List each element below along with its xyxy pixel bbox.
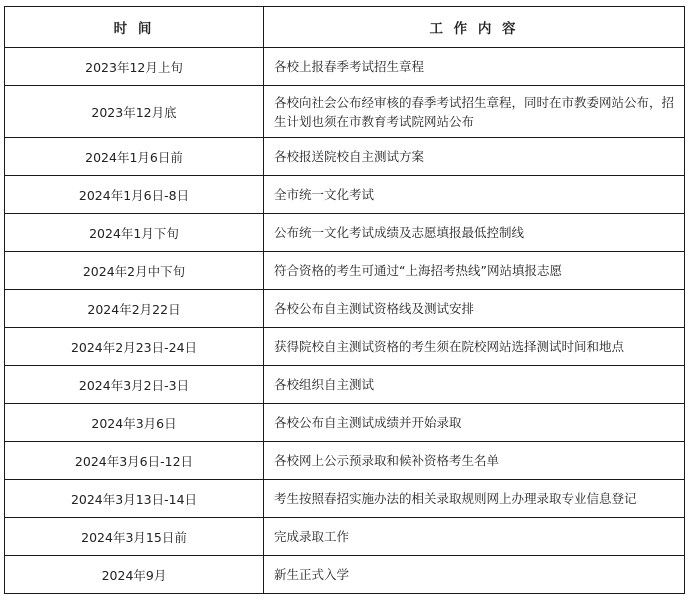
content-cell: 完成录取工作 — [264, 518, 685, 556]
time-cell: 2024年3月15日前 — [5, 518, 264, 556]
content-column-header: 工 作 内 容 — [264, 7, 685, 48]
content-cell: 考生按照春招实施办法的相关录取规则网上办理录取专业信息登记 — [264, 480, 685, 518]
time-cell: 2024年1月下旬 — [5, 214, 264, 252]
content-cell: 全市统一文化考试 — [264, 176, 685, 214]
table-row — [5, 442, 685, 480]
table-row — [5, 86, 685, 138]
content-cell: 各校向社会公布经审核的春季考试招生章程，同时在市教委网站公布，招生计划也须在市教育考试院网站公布 — [264, 86, 685, 138]
time-cell: 2024年3月13日-14日 — [5, 480, 264, 518]
content-cell: 各校上报春季考试招生章程 — [264, 48, 685, 86]
content-cell: 各校网上公示预录取和候补资格考生名单 — [264, 442, 685, 480]
time-cell: 2024年3月2日-3日 — [5, 366, 264, 404]
content-cell: 获得院校自主测试资格的考生须在院校网站选择测试时间和地点 — [264, 328, 685, 366]
table-row — [5, 252, 685, 290]
table-row — [5, 214, 685, 252]
time-cell: 2024年1月6日-8日 — [5, 176, 264, 214]
content-cell: 各校公布自主测试成绩并开始录取 — [264, 404, 685, 442]
table-row — [5, 366, 685, 404]
time-cell: 2024年2月中下旬 — [5, 252, 264, 290]
content-cell: 各校报送院校自主测试方案 — [264, 138, 685, 176]
table-row — [5, 290, 685, 328]
time-column-header: 时 间 — [5, 7, 264, 48]
table-row — [5, 518, 685, 556]
content-cell: 各校公布自主测试资格线及测试安排 — [264, 290, 685, 328]
table-row — [5, 176, 685, 214]
time-cell: 2023年12月上旬 — [5, 48, 264, 86]
table-row — [5, 48, 685, 86]
content-cell: 符合资格的考生可通过“上海招考热线”网站填报志愿 — [264, 252, 685, 290]
time-cell: 2024年3月6日-12日 — [5, 442, 264, 480]
time-cell: 2024年2月23日-24日 — [5, 328, 264, 366]
time-cell: 2023年12月底 — [5, 86, 264, 138]
content-cell: 新生正式入学 — [264, 556, 685, 594]
table-row — [5, 328, 685, 366]
time-cell: 2024年2月22日 — [5, 290, 264, 328]
schedule-table — [4, 6, 685, 594]
table-row — [5, 404, 685, 442]
table-row — [5, 138, 685, 176]
time-cell: 2024年3月6日 — [5, 404, 264, 442]
table-row — [5, 556, 685, 594]
time-cell: 2024年9月 — [5, 556, 264, 594]
content-cell: 公布统一文化考试成绩及志愿填报最低控制线 — [264, 214, 685, 252]
table-row — [5, 480, 685, 518]
time-cell: 2024年1月6日前 — [5, 138, 264, 176]
content-cell: 各校组织自主测试 — [264, 366, 685, 404]
header-row — [5, 7, 685, 48]
